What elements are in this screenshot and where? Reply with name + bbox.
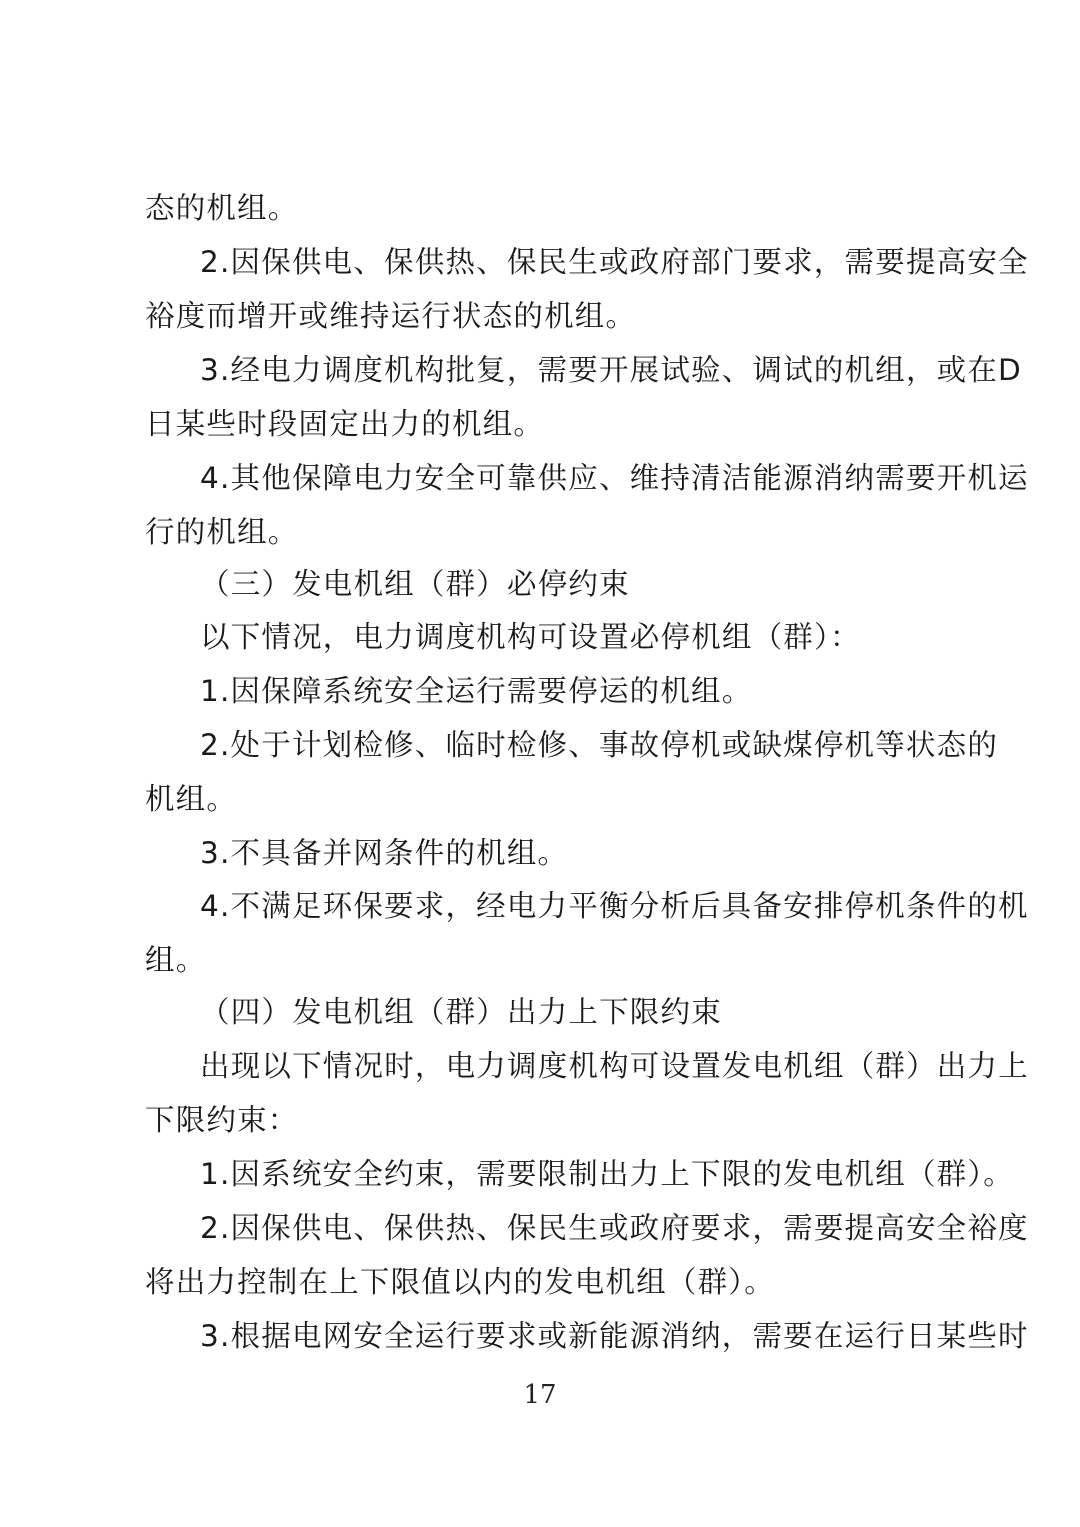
text-line: 机组。: [145, 782, 238, 816]
text-line: 2.因保供电、保供热、保民生或政府要求，需要提高安全裕度: [200, 1211, 1029, 1245]
text-line: 3.经电力调度机构批复，需要开展试验、调试的机组，或在D: [200, 353, 1022, 387]
text-line: 态的机组。: [145, 191, 299, 225]
section-heading: （三）发电机组（群）必停约束: [200, 567, 630, 601]
text-line: 以下情况，电力调度机构可设置必停机组（群）：: [200, 620, 861, 654]
text-line: 2.处于计划检修、临时检修、事故停机或缺煤停机等状态的: [200, 728, 999, 762]
text-line: 2.因保供电、保供热、保民生或政府部门要求，需要提高安全: [200, 245, 1029, 279]
text-line: 1.因保障系统安全运行需要停运的机组。: [200, 674, 753, 708]
text-line: 日某些时段固定出力的机组。: [145, 407, 545, 441]
text-line: 4.其他保障电力安全可靠供应、维持清洁能源消纳需要开机运: [200, 461, 1029, 495]
text-line: 行的机组。: [145, 515, 299, 549]
text-line: 裕度而增开或维持运行状态的机组。: [145, 299, 637, 333]
text-line: 将出力控制在上下限值以内的发电机组（群）。: [145, 1265, 775, 1299]
text-line: 下限约束：: [145, 1103, 299, 1137]
text-line: 3.不具备并网条件的机组。: [200, 836, 569, 870]
text-line: 3.根据电网安全运行要求或新能源消纳，需要在运行日某些时: [200, 1319, 1029, 1353]
text-line: 出现以下情况时，电力调度机构可设置发电机组（群）出力上: [200, 1049, 1029, 1083]
text-line: 1.因系统安全约束，需要限制出力上下限的发电机组（群）。: [200, 1157, 1014, 1191]
text-line: 组。: [145, 943, 207, 977]
page-number: 17: [523, 1380, 557, 1410]
section-heading: （四）发电机组（群）出力上下限约束: [200, 995, 722, 1029]
text-line: 4.不满足环保要求，经电力平衡分析后具备安排停机条件的机: [200, 889, 1029, 923]
